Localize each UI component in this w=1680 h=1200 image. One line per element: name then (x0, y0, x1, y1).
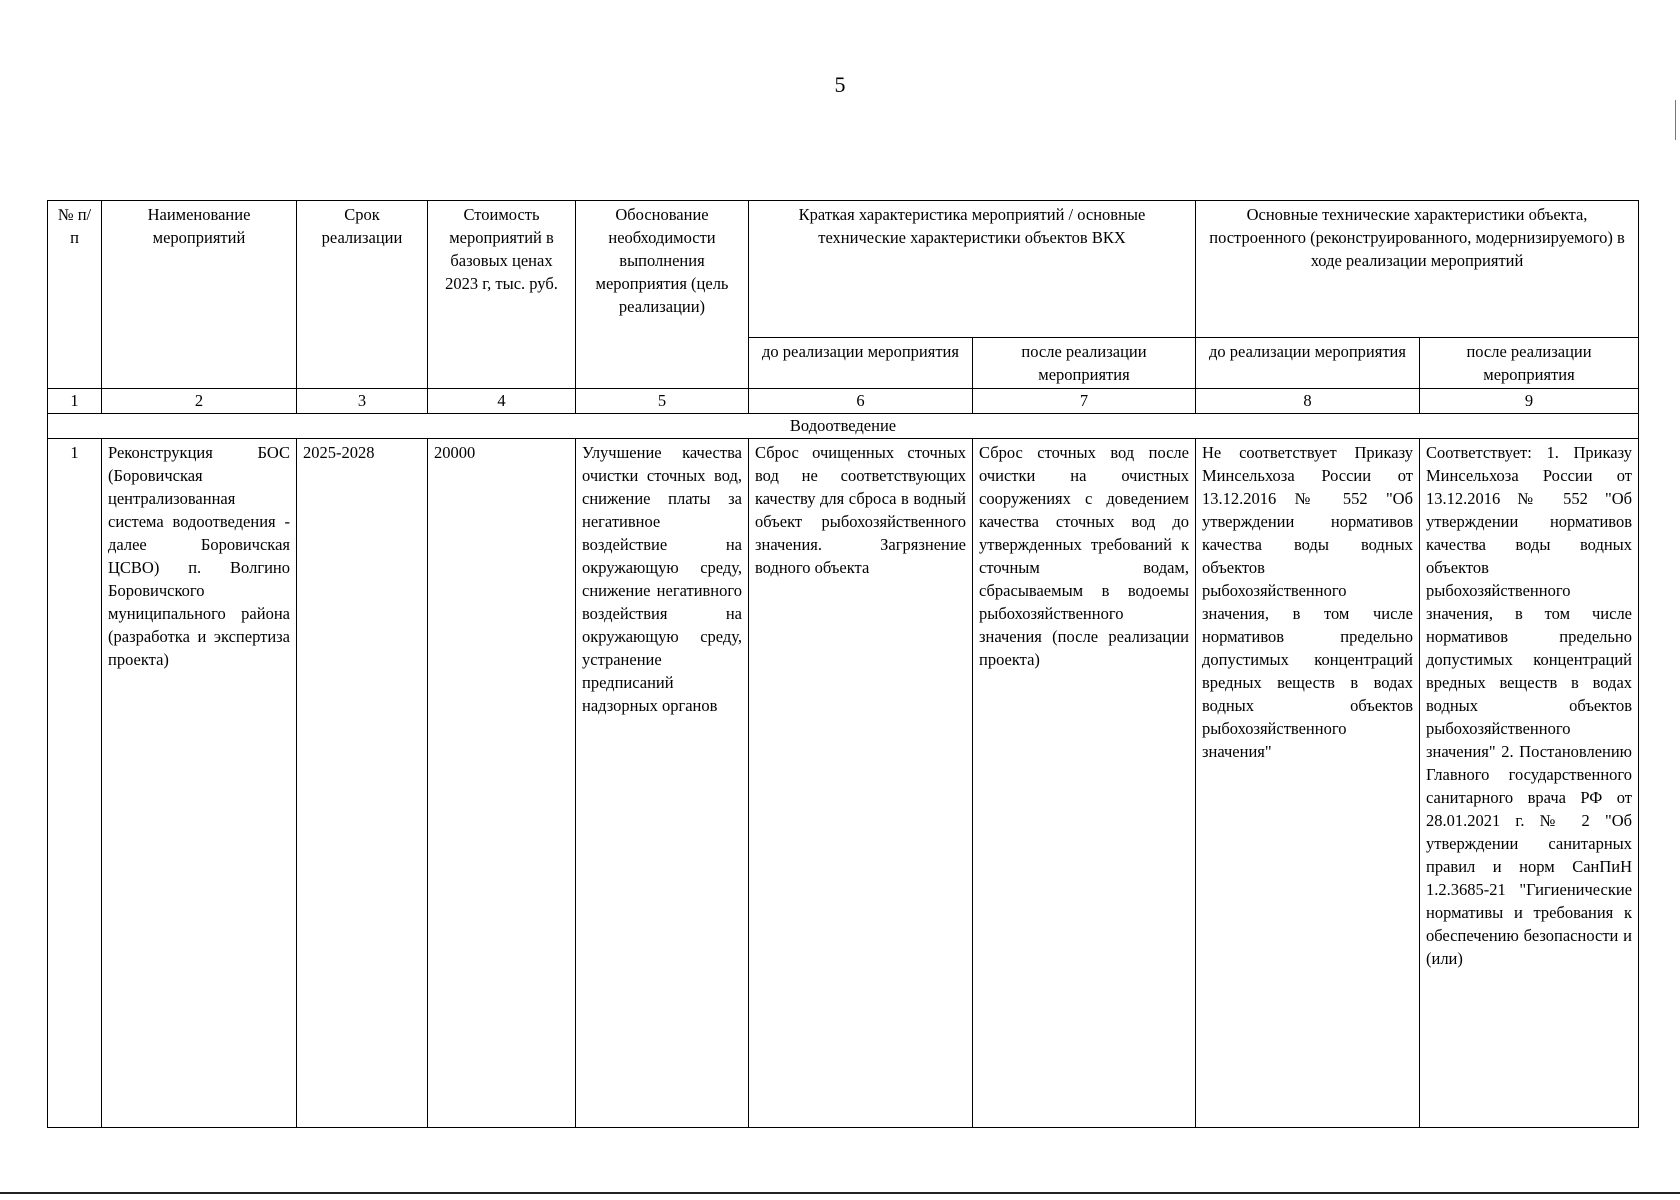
column-number-row (48, 389, 1639, 414)
header-name: Наименование мероприятий (102, 201, 297, 389)
header-tech-before: до реализации мероприятия (1196, 338, 1420, 389)
column-number: 3 (297, 389, 428, 414)
header-row-main (48, 201, 1639, 338)
header-short-before: до реализации мероприятия (749, 338, 973, 389)
header-short-after: после реализации мероприятия (973, 338, 1196, 389)
measures-table (47, 200, 1639, 1128)
section-title: Водоотведение (48, 414, 1639, 439)
row-short-after: Сброс сточных вод после очистки на очистных сооружениях с доведением качества сточных вод до утвержденных требований к сточным водам, сбрасываемым в водоемы рыбохозяйственного значения (после реализации проекта) (973, 439, 1196, 1128)
header-tech-after: после реализации мероприятия (1420, 338, 1639, 389)
header-group-tech: Основные технические характеристики объекта, построенного (реконструированного, модернизируемого) в ходе реализации мероприятий (1196, 201, 1639, 338)
row-tech-before: Не соответствует Приказу Минсельхоза России от 13.12.2016 № 552 "Об утверждении нормативов качества воды водных объектов рыбохозяйственного значения, в том числе нормативов предельно допустимых концентраций вредных веществ в водах водных объектов рыбохозяйственного значения" (1196, 439, 1420, 1128)
column-number: 9 (1420, 389, 1639, 414)
column-number: 4 (428, 389, 576, 414)
row-name: Реконструкция БОС (Боровичская централизованная система водоотведения - далее Боровичская ЦСВО) п. Волгино Боровичского муниципального района (разработка и экспертиза проекта) (102, 439, 297, 1128)
page-number: 5 (834, 72, 846, 97)
header-cost: Стоимость мероприятий в базовых ценах 2023 г, тыс. руб. (428, 201, 576, 389)
scan-edge-mark (1675, 100, 1678, 140)
header-group-short: Краткая характеристика мероприятий / основные технические характеристики объектов ВКХ (749, 201, 1196, 338)
row-num: 1 (48, 439, 102, 1128)
header-num: № п/п (48, 201, 102, 389)
column-number: 1 (48, 389, 102, 414)
bottom-rule (0, 1192, 1680, 1194)
column-number: 2 (102, 389, 297, 414)
table-row (48, 439, 1639, 1128)
section-row (48, 414, 1639, 439)
header-justification: Обоснование необходимости выполнения мероприятия (цель реализации) (576, 201, 749, 389)
row-period: 2025-2028 (297, 439, 428, 1128)
column-number: 6 (749, 389, 973, 414)
column-number: 8 (1196, 389, 1420, 414)
column-number: 7 (973, 389, 1196, 414)
row-cost: 20000 (428, 439, 576, 1128)
row-justification: Улучшение качества очистки сточных вод, снижение платы за негативное воздействие на окружающую среду, снижение негативного воздействия на окружающую среду, устранение предписаний надзорных органов (576, 439, 749, 1128)
row-short-before: Сброс очищенных сточных вод не соответствующих качеству для сброса в водный объект рыбохозяйственного значения. Загрязнение водного объекта (749, 439, 973, 1128)
row-tech-after: Соответствует: 1. Приказу Минсельхоза России от 13.12.2016 № 552 "Об утверждении нормативов качества воды водных объектов рыбохозяйственного значения, в том числе нормативов предельно допустимых концентраций вредных веществ в водах водных объектов рыбохозяйственного значения" 2. Постановлению Главного государственного санитарного врача РФ от 28.01.2021 г. № 2 "Об утверждении санитарных правил и норм СанПиН 1.2.3685-21 "Гигиенические нормативы и требования к обеспечению безопасности и (или) (1420, 439, 1639, 1128)
column-number: 5 (576, 389, 749, 414)
header-period: Срок реализации (297, 201, 428, 389)
